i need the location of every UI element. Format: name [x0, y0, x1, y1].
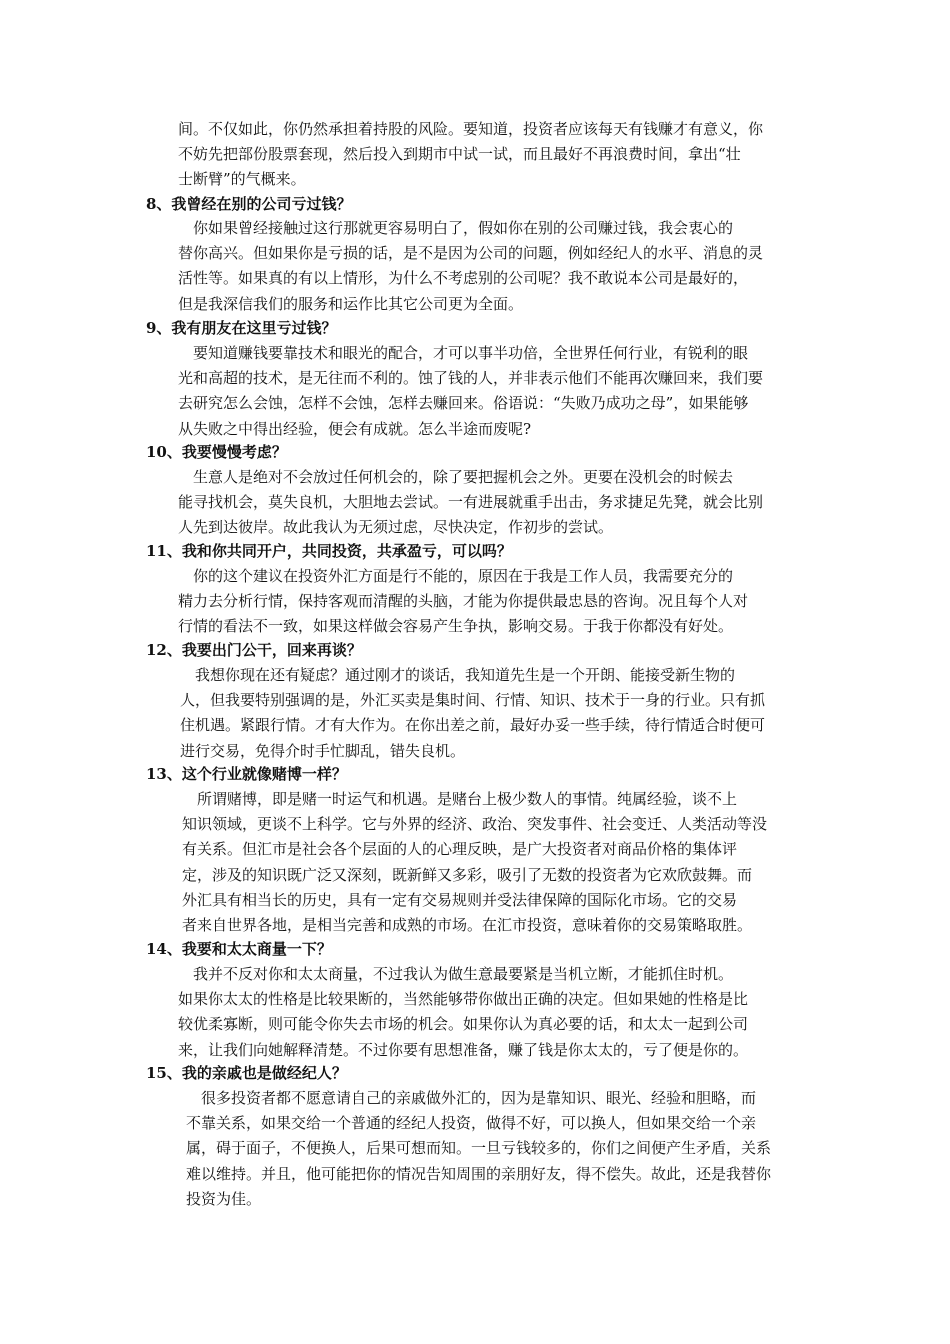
text-line: 定，涉及的知识既广泛又深刻，既新鲜又多彩，吸引了无数的投资者为它欢欣鼓舞。而 [182, 865, 753, 884]
text-line: 要知道赚钱要靠技术和眼光的配合，才可以事半功倍，全世界任何行业，有锐利的眼 [178, 344, 749, 362]
text-line: 精力去分析行情，保持客观而清醒的头脑，才能为你提供最忠恳的咨询。况且每个人对 [178, 592, 749, 611]
section-heading: 14、我要和太太商量一下？ [146, 940, 332, 958]
section-heading: 8、我曾经在别的公司亏过钱？ [146, 195, 352, 213]
text-line: 有关系。但汇市是社会各个层面的人的心理反映，是广大投资者对商品价格的集体评 [182, 840, 738, 859]
text-line: 我并不反对你和太太商量，不过我认为做生意最要紧是当机立断，才能抓住时机。 [178, 965, 734, 983]
text-line: 你的这个建议在投资外汇方面是行不能的，原因在于我是工作人员，我需要充分的 [178, 567, 734, 585]
text-line: 属，碍于面子，不便换人，后果可想而知。一旦亏钱较多的，你们之间便产生矛盾，关系 [186, 1139, 772, 1158]
text-line: 替你高兴。但如果你是亏损的话，是不是因为公司的问题，例如经纪人的水平、消息的灵 [178, 244, 764, 263]
text-line: 不妨先把部份股票套现，然后投入到期市中试一试，而且最好不再浪费时间，拿出“壮 [178, 145, 741, 164]
text-line: 能寻找机会，莫失良机，大胆地去尝试。一有进展就重手出击，务求捷足先凳，就会比别 [178, 493, 764, 512]
text-line: 去研究怎么会蚀，怎样不会蚀，怎样去赚回来。俗语说：“失败乃成功之母”，如果能够 [178, 394, 749, 413]
text-line: 我想你现在还有疑虑？通过刚才的谈话，我知道先生是一个开朗、能接受新生物的 [180, 666, 736, 684]
section-paragraph [178, 962, 808, 1063]
text-line: 住机遇。紧跟行情。才有大作为。在你出差之前，最好办妥一些手续，待行情适合时便可 [180, 716, 766, 735]
section-paragraph [186, 1086, 808, 1212]
section-heading: 12、我要出门公干，回来再谈？ [146, 641, 362, 659]
text-line: 但是我深信我们的服务和运作比其它公司更为全面。 [178, 294, 524, 313]
section-paragraph [182, 787, 808, 938]
section-paragraph [178, 564, 808, 640]
section-heading: 10、我要慢慢考虑？ [146, 443, 287, 461]
text-line: 者来自世界各地，是相当完善和成熟的市场。在汇市投资，意味着你的交易策略取胜。 [182, 916, 753, 935]
text-line: 知识领域，更谈不上科学。它与外界的经济、政治、突发事件、社会变迁、人类活动等没 [182, 815, 768, 834]
text-line: 活性等。如果真的有以上情形，为什么不考虑别的公司呢？我不敢说本公司是最好的， [178, 269, 749, 288]
intro-paragraph [178, 117, 808, 193]
text-line: 外汇具有相当长的历史，具有一定有交易规则并受法律保障的国际化市场。它的交易 [182, 890, 738, 909]
section-heading: 11、我和你共同开户，共同投资，共承盈亏，可以吗？ [146, 542, 512, 560]
text-line: 不靠关系，如果交给一个普通的经纪人投资，做得不好，可以换人，但如果交给一个亲 [186, 1114, 757, 1133]
text-line: 投资为佳。 [186, 1189, 262, 1208]
text-line: 光和高超的技术，是无往而不利的。蚀了钱的人，并非表示他们不能再次赚回来，我们要 [178, 369, 764, 388]
text-line: 你如果曾经接触过这行那就更容易明白了，假如你在别的公司赚过钱，我会衷心的 [178, 219, 734, 237]
section-paragraph [178, 341, 808, 442]
text-line: 很多投资者都不愿意请自己的亲戚做外汇的，因为是靠知识、眼光、经验和胆略，而 [186, 1089, 757, 1107]
section-heading: 15、我的亲戚也是做经纪人？ [146, 1064, 347, 1082]
text-line: 从失败之中得出经验，便会有成就。怎么半途而废呢? [178, 419, 532, 438]
text-line: 较优柔寡断，则可能令你失去市场的机会。如果你认为真必要的话，和太太一起到公司 [178, 1015, 749, 1034]
text-line: 进行交易，免得介时手忙脚乱，错失良机。 [180, 741, 466, 760]
text-line: 所谓赌博，即是赌一时运气和机遇。是赌台上极少数人的事情。纯属经验，谈不上 [182, 790, 738, 808]
text-line: 行情的看法不一致，如果这样做会容易产生争执，影响交易。于我于你都没有好处。 [178, 617, 734, 636]
text-line: 人先到达彼岸。故此我认为无须过虑，尽快决定，作初步的尝试。 [178, 518, 614, 537]
text-line: 士断臂”的气概来。 [178, 170, 306, 189]
section-paragraph [178, 216, 808, 317]
text-line: 间。不仅如此，你仍然承担着持股的风险。要知道，投资者应该每天有钱赚才有意义，你 [178, 120, 764, 138]
section-heading: 13、这个行业就像赌博一样？ [146, 765, 347, 783]
section-paragraph [180, 663, 808, 764]
text-line: 来，让我们向她解释清楚。不过你要有思想准备，赚了钱是你太太的，亏了便是你的。 [178, 1040, 749, 1059]
text-line: 人，但我要特别强调的是，外汇买卖是集时间、行情、知识、技术于一身的行业。只有抓 [180, 691, 766, 710]
text-line: 生意人是绝对不会放过任何机会的，除了要把握机会之外。更要在没机会的时候去 [178, 468, 734, 486]
section-heading: 9、我有朋友在这里亏过钱？ [146, 319, 337, 337]
section-paragraph [178, 465, 808, 541]
text-line: 难以维持。并且，他可能把你的情况告知周围的亲朋好友，得不偿失。故此，还是我替你 [186, 1164, 772, 1183]
text-line: 如果你太太的性格是比较果断的，当然能够带你做出正确的决定。但如果她的性格是比 [178, 990, 749, 1009]
